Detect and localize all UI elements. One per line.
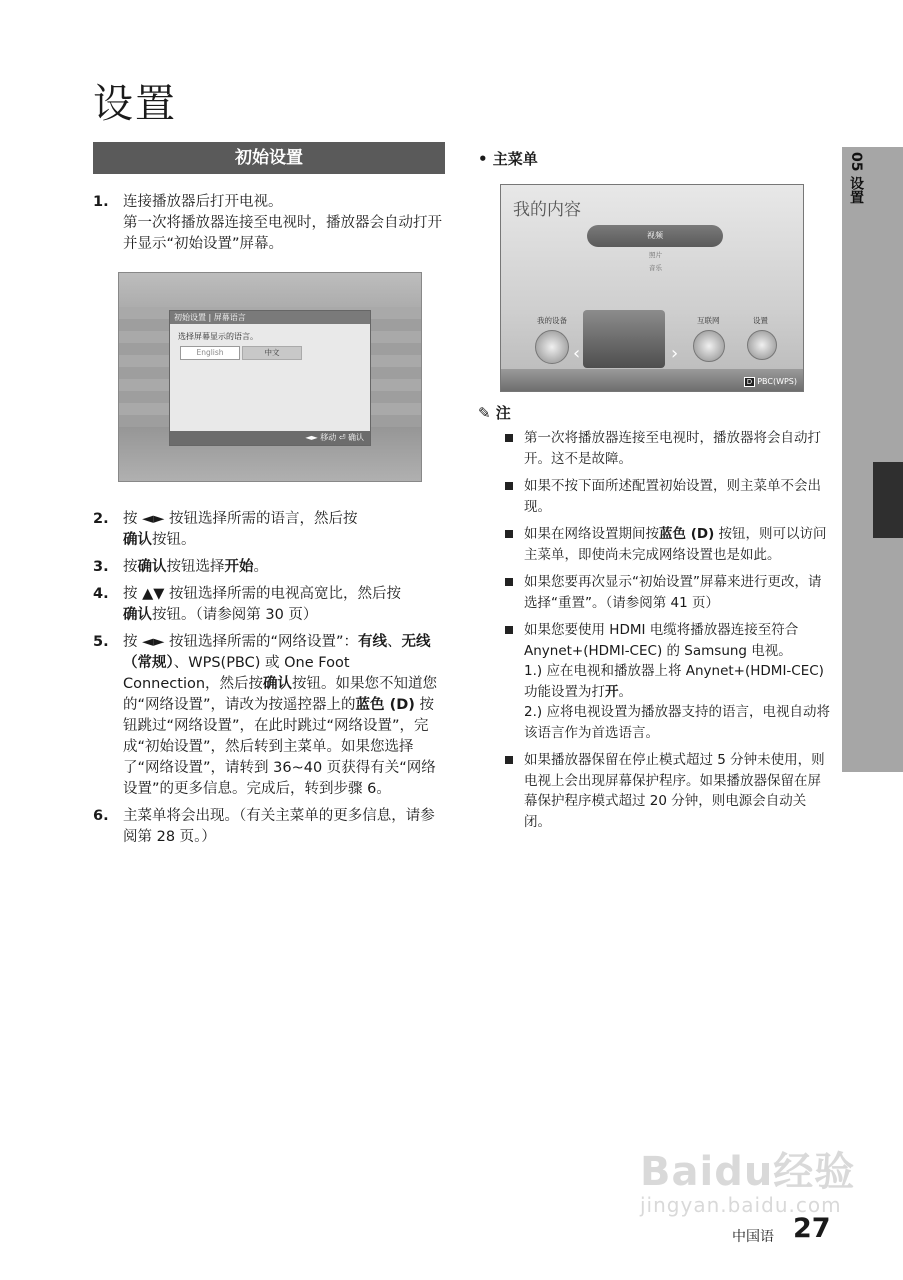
menu-title: 我的内容 bbox=[513, 200, 581, 220]
step-text: 连接播放器后打开电视。 bbox=[123, 194, 283, 210]
step-number: 5. bbox=[93, 634, 109, 650]
note-item bbox=[505, 428, 830, 469]
internet-icon bbox=[693, 330, 725, 362]
bullet-square-icon bbox=[505, 578, 513, 586]
step-text: 、 bbox=[387, 634, 402, 650]
disc-icon bbox=[535, 330, 569, 364]
step-number: 3. bbox=[93, 559, 109, 575]
step-text: 按钮。 bbox=[152, 532, 196, 548]
bullet-square-icon bbox=[505, 482, 513, 490]
step-number: 2. bbox=[93, 511, 109, 527]
menu-sub-item: 照片 bbox=[649, 251, 662, 259]
note-text: 1.) 应在电视和播放器上将 Anynet+(HDMI-CEC) 功能设置为打 bbox=[524, 663, 824, 700]
note-item bbox=[505, 524, 830, 565]
d-key-icon: D bbox=[744, 377, 755, 387]
steps-list-top bbox=[93, 192, 448, 261]
note-text: 如果播放器保留在停止模式超过 5 分钟未使用，则电视上会出现屏幕保护程序。如果播放器保留在屏幕保护程序模式超过 20 分钟，则电源会自动关闭。 bbox=[524, 752, 825, 830]
note-text: 按钮，则可以访问主菜单，即使尚未完成网络设置也是如此。 bbox=[524, 526, 827, 563]
bullet-square-icon bbox=[505, 530, 513, 538]
step-text: 按 ◄► 按钮选择所需的语言，然后按 bbox=[123, 511, 358, 527]
bullet-square-icon bbox=[505, 434, 513, 442]
main-menu-heading: • 主菜单 bbox=[478, 150, 538, 168]
menu-label-internet: 互联网 bbox=[697, 316, 720, 325]
chapter-side-tab bbox=[842, 147, 903, 772]
footer-language: 中国语 bbox=[732, 1229, 774, 1245]
bullet-square-icon bbox=[505, 756, 513, 764]
menu-selected-item: 视频 bbox=[587, 225, 723, 247]
note-text-bold: 蓝色 (D) bbox=[659, 526, 715, 542]
note-item bbox=[505, 476, 830, 517]
step-text: 主菜单将会出现。（有关主菜单的更多信息，请参阅第 28 页。） bbox=[123, 808, 435, 845]
step-text: 第一次将播放器连接至电视时，播放器会自动打开并显示“初始设置”屏幕。 bbox=[123, 215, 442, 252]
step-text-bold: 开始 bbox=[224, 559, 254, 575]
bullet-square-icon bbox=[505, 626, 513, 634]
step-text-bold: 确认 bbox=[137, 559, 167, 575]
gear-icon bbox=[747, 330, 777, 360]
menu-label-settings: 设置 bbox=[753, 316, 768, 325]
step-text: 、WPS(PBC) 或 One Foot Connection，然后按 bbox=[123, 655, 350, 692]
language-options bbox=[180, 346, 370, 360]
step-text-bold: 确认 bbox=[123, 532, 152, 548]
pbc-hint bbox=[744, 377, 797, 387]
dialog-header: 初始设置 | 屏幕语言 bbox=[170, 311, 370, 324]
note-text: 2.) 应将电视设置为播放器支持的语言，电视自动将该语言作为首选语言。 bbox=[524, 704, 830, 741]
menu-label-devices: 我的设备 bbox=[537, 316, 567, 325]
chevron-left-icon: ‹ bbox=[573, 343, 581, 364]
step-text: 按钮。如果您不知道您的“网络设置”，请改为按遥控器上的 bbox=[123, 676, 438, 713]
step-text-bold: 确认 bbox=[123, 607, 152, 623]
note-item bbox=[505, 572, 830, 613]
watermark-sub: jingyan.baidu.com bbox=[640, 1193, 842, 1217]
pbc-label: PBC(WPS) bbox=[757, 377, 797, 386]
step-text: 按钮选择 bbox=[166, 559, 225, 575]
step-text: 。 bbox=[253, 559, 268, 575]
step-4 bbox=[93, 584, 448, 626]
step-6 bbox=[93, 806, 448, 848]
watermark bbox=[640, 1140, 855, 1217]
note-text: 如果在网络设置期间按 bbox=[524, 526, 659, 542]
step-1 bbox=[93, 192, 448, 255]
page-title: 设置 bbox=[93, 81, 177, 127]
note-item bbox=[505, 750, 830, 832]
menu-sub-item: 音乐 bbox=[649, 264, 662, 272]
step-2 bbox=[93, 509, 448, 551]
dialog-footer: ◄► 移动 ⏎ 确认 bbox=[170, 431, 370, 445]
main-menu-image bbox=[500, 184, 804, 392]
note-text-bold: 开 bbox=[605, 683, 619, 700]
step-text: 按 bbox=[123, 559, 138, 575]
option-chinese: 中文 bbox=[242, 346, 302, 360]
steps-list bbox=[93, 509, 448, 854]
step-number: 4. bbox=[93, 586, 109, 602]
step-text: 按 ◄► 按钮选择所需的“网络设置”： bbox=[123, 634, 359, 650]
step-text: 按钮。（请参阅第 30 页） bbox=[152, 607, 318, 623]
note-text: 如果您要再次显示“初始设置”屏幕来进行更改，请选择“重置”。（请参阅第 41 页） bbox=[524, 574, 822, 611]
my-contents-box-icon bbox=[583, 310, 665, 368]
step-number: 1. bbox=[93, 194, 109, 210]
step-text: 按 ▲▼ 按钮选择所需的电视高宽比，然后按 bbox=[123, 586, 402, 602]
note-item bbox=[505, 620, 830, 743]
step-number: 6. bbox=[93, 808, 109, 824]
note-text: 如果您要使用 HDMI 电缆将播放器连接至符合 Anynet+(HDMI-CEC) 的 Samsung 电视。 bbox=[524, 622, 799, 659]
chevron-right-icon: › bbox=[671, 343, 679, 364]
page-number: 27 bbox=[793, 1213, 831, 1244]
setup-dialog bbox=[169, 310, 371, 446]
step-3 bbox=[93, 557, 448, 578]
step-text: 按钮跳过“网络设置”，在此时跳过“网络设置”，完成“初始设置”，然后转到主菜单。如果您选择了“网络设置”，请转到 36~40 页获得有关“网络设置”的更多信息。完成后，转到步骤 6。 bbox=[123, 697, 436, 797]
note-text: 第一次将播放器连接至电视时，播放器将会自动打开。这不是故障。 bbox=[524, 430, 821, 467]
option-english: English bbox=[180, 346, 240, 360]
chapter-tab-marker bbox=[873, 462, 903, 538]
setup-screen-image bbox=[118, 272, 422, 482]
step-text-bold: 无线（常规） bbox=[123, 634, 431, 671]
note-text: 如果不按下面所述配置初始设置，则主菜单不会出现。 bbox=[524, 478, 821, 515]
watermark-main: Baidu经验 bbox=[640, 1149, 856, 1195]
step-text-bold: 有线 bbox=[358, 634, 388, 650]
notes-list bbox=[505, 428, 830, 839]
dialog-prompt: 选择屏幕显示的语言。 bbox=[178, 332, 258, 341]
note-heading: ✎ 注 bbox=[478, 404, 511, 422]
step-text-bold: 确认 bbox=[263, 676, 293, 692]
step-5 bbox=[93, 632, 448, 800]
chapter-label: 05 设置 bbox=[848, 152, 864, 205]
step-text-bold: 蓝色 (D) bbox=[355, 697, 415, 713]
section-title: 初始设置 bbox=[93, 142, 445, 174]
note-text: 。 bbox=[618, 683, 632, 700]
